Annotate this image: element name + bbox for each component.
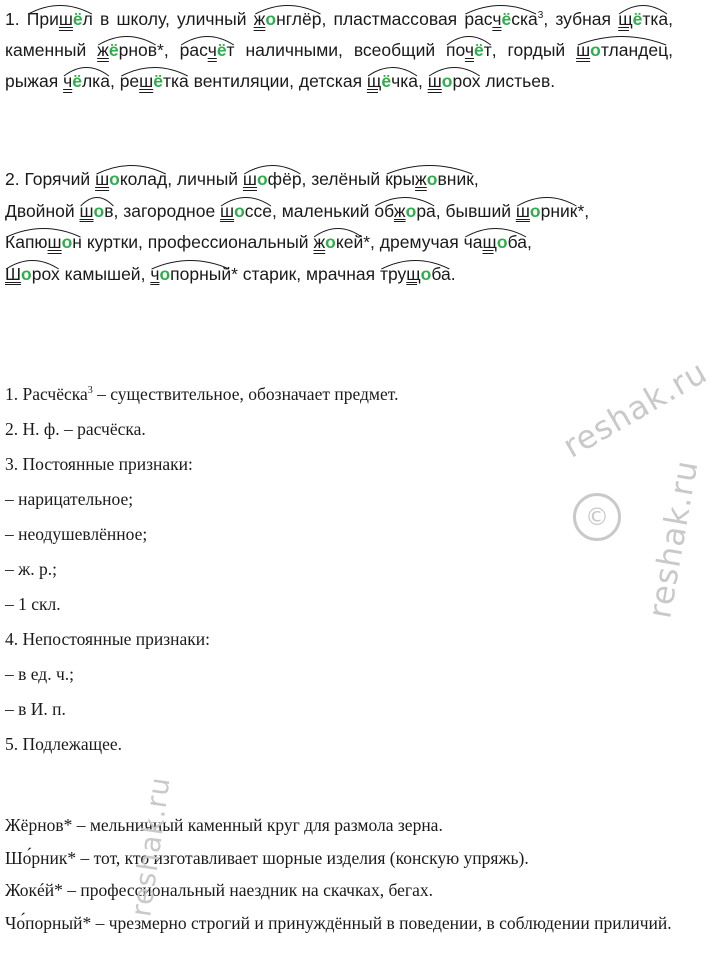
letter: а	[474, 9, 484, 29]
item-number: 2.	[5, 169, 20, 189]
note-zhyornov: Жёрнов* – мельничный каменный круг для размола зерна.	[5, 815, 443, 835]
word-shorokh-2	[5, 259, 60, 291]
letter: р	[189, 263, 200, 284]
underlined-consonant: ш	[576, 40, 591, 60]
letter: а	[100, 71, 110, 91]
analysis-line-7: – 1 скл.	[5, 594, 61, 614]
letter: о	[455, 40, 465, 60]
letter: а	[426, 200, 436, 221]
word-shchyochka	[367, 66, 418, 97]
watermark-text: reshak.ru	[556, 352, 714, 466]
word-shov	[80, 196, 114, 228]
underlined-consonant: ж	[313, 232, 326, 252]
letter: х	[51, 263, 60, 284]
letter: ё	[301, 9, 312, 29]
highlighted-vowel: о	[93, 200, 105, 221]
letter: р	[452, 71, 463, 91]
exercise-line-2-3	[5, 227, 673, 259]
letter: а	[408, 71, 418, 91]
letter: с	[511, 9, 520, 29]
letter: р	[118, 40, 129, 60]
word-shosse	[220, 196, 272, 228]
text-fragment: куртки, профессиональный	[81, 232, 314, 252]
text-fragment: , личный	[167, 169, 243, 189]
letter: и	[456, 169, 467, 189]
glossary-notes	[5, 809, 675, 939]
highlighted-vowel: о	[325, 232, 336, 252]
text-fragment: ,	[526, 232, 532, 252]
letter: о	[138, 40, 148, 60]
highlighted-vowel: о	[496, 232, 508, 252]
letter: л	[81, 71, 93, 91]
underlined-consonant: ш	[220, 200, 235, 221]
word-chashchoba	[464, 227, 527, 259]
letter: о	[127, 169, 138, 189]
letter: к	[335, 232, 344, 252]
letter: у	[397, 263, 407, 284]
underlined-consonant: ж	[97, 40, 109, 60]
letter: т	[226, 40, 235, 60]
letter: е	[262, 200, 273, 221]
letter: л	[137, 169, 148, 189]
underlined-consonant: ш	[515, 200, 530, 221]
letter: а	[441, 263, 451, 284]
letter: г	[285, 9, 292, 29]
text-fragment: наличными, всеобщий	[234, 40, 447, 60]
highlighted-vowel: ё	[216, 40, 227, 60]
letter: к	[650, 9, 659, 29]
word-kapyushon	[5, 227, 82, 259]
underlined-consonant: ш	[58, 9, 73, 29]
watermark-text-bottom: reshak.ru	[124, 774, 177, 919]
letter: т	[379, 263, 388, 284]
highlighted-vowel: ё	[381, 71, 392, 91]
letter: П	[26, 9, 40, 29]
letter: р	[39, 9, 50, 29]
underlined-consonant: ш	[95, 169, 110, 189]
word-shotlandets	[576, 35, 668, 66]
letter: ц	[658, 40, 669, 60]
letter: о	[41, 263, 52, 284]
underlined-consonant: ш	[427, 71, 442, 91]
word-shorokh	[428, 66, 481, 97]
text-fragment: , маленький	[272, 200, 375, 221]
note-zhokey: Жокéй* – профессиональный наездник на скачках, бегах.	[5, 880, 433, 900]
highlighted-vowel: о	[265, 9, 277, 29]
letter: ю	[34, 232, 48, 252]
underlined-consonant: ш	[79, 200, 94, 221]
underlined-consonant: щ	[618, 9, 633, 29]
word-chyolka	[63, 66, 110, 97]
letter: п	[24, 232, 35, 252]
highlighted-vowel: ё	[72, 71, 82, 91]
text-fragment: вентиляции, детская	[188, 71, 367, 91]
word-shofyor	[243, 164, 302, 196]
word-choporny	[150, 259, 231, 291]
word-zhyornov	[97, 35, 157, 66]
exercise-line-2-1	[5, 164, 673, 196]
letter: р	[119, 71, 130, 91]
highlighted-vowel: о	[159, 263, 171, 284]
letter: р	[31, 263, 42, 284]
word-pochyot	[446, 35, 492, 66]
letter: й	[221, 263, 232, 284]
underlined-consonant: ш	[139, 71, 154, 91]
letter: п	[170, 263, 180, 284]
letter: о	[179, 263, 190, 284]
letter: а	[179, 71, 189, 91]
letter: ч	[391, 71, 401, 91]
text-fragment: , гордый	[491, 40, 577, 60]
analysis-line-8: 4. Непостоянные признаки:	[5, 629, 210, 649]
letter: р	[392, 169, 403, 189]
analysis-line-9: – в ед. ч.;	[5, 664, 74, 684]
letter: в	[437, 169, 447, 189]
letter: л	[608, 40, 619, 60]
letter: а	[618, 40, 629, 60]
analysis-text: – существительное, обозначает предмет.	[92, 384, 399, 404]
letter: к	[400, 71, 409, 91]
exercise-line-2-4	[5, 259, 673, 291]
text-fragment: , загородное	[113, 200, 221, 221]
letter: ы	[402, 169, 416, 189]
letter: р	[416, 200, 427, 221]
text-fragment: ,	[109, 71, 120, 91]
letter: ы	[208, 263, 222, 284]
letter: й	[353, 232, 364, 252]
letter: а	[517, 232, 527, 252]
letter: д	[638, 40, 649, 60]
analysis-text: 1. Расчёска	[5, 384, 88, 404]
highlighted-vowel: о	[441, 71, 453, 91]
text-fragment: .	[450, 263, 456, 284]
word-raschyot	[180, 35, 235, 66]
letter: ф	[267, 169, 283, 189]
letter: е	[343, 232, 354, 252]
letter: ч	[463, 232, 473, 252]
text-fragment: , зубная	[543, 9, 619, 29]
letter: н	[128, 40, 139, 60]
underlined-consonant: щ	[366, 71, 382, 91]
word-prishel	[27, 4, 93, 35]
letter: к	[170, 71, 179, 91]
text-fragment: , рыжая	[5, 40, 673, 91]
text-fragment: , пластмассовая	[321, 9, 465, 29]
letter: н	[276, 9, 286, 29]
letter: ё	[282, 169, 292, 189]
word-raschyoska	[464, 4, 537, 35]
highlighted-vowel: о	[109, 169, 120, 189]
letter: д	[156, 169, 168, 189]
word-shchyotka	[618, 4, 668, 35]
analysis-line-11: 5. Подлежащее.	[5, 734, 123, 754]
text-fragment: ,	[417, 71, 428, 91]
underlined-consonant: щ	[482, 232, 497, 252]
letter: р	[179, 40, 190, 60]
highlighted-vowel: о	[21, 263, 32, 284]
letter: н	[199, 263, 209, 284]
text-fragment: Двойной	[5, 200, 80, 221]
highlighted-vowel: о	[61, 232, 73, 252]
letter: К	[5, 232, 16, 252]
letter: н	[550, 200, 561, 221]
underlined-consonant: щ	[406, 263, 421, 284]
letter: к	[385, 169, 393, 189]
letter: а	[658, 9, 669, 29]
text-fragment: , каменный	[5, 9, 673, 60]
copyright-icon: ©	[573, 493, 621, 541]
letter: б	[384, 200, 394, 221]
letter: а	[528, 9, 538, 29]
letter: р	[464, 9, 475, 29]
text-fragment: *,	[157, 40, 180, 60]
word-shornik	[516, 196, 578, 228]
letter: б	[431, 263, 441, 284]
underlined-consonant: ш	[242, 169, 257, 189]
text-fragment: Горячий	[19, 169, 96, 189]
letter: т	[162, 71, 171, 91]
letter: о	[374, 200, 385, 221]
underlined-consonant: ч	[150, 263, 160, 284]
morphological-analysis	[5, 377, 673, 762]
letter: б	[507, 232, 518, 252]
analysis-line-4: – нарицательное;	[5, 489, 134, 509]
analysis-line-1	[5, 377, 673, 412]
text-fragment: *,	[577, 200, 590, 221]
underlined-consonant: ч	[464, 40, 475, 60]
superscript: 3	[87, 385, 93, 397]
word-kryzhovnik	[385, 164, 474, 196]
highlighted-vowel: о	[234, 200, 245, 221]
underlined-consonant: ж	[253, 9, 266, 29]
highlighted-vowel: ё	[632, 9, 643, 29]
highlighted-vowel: о	[420, 263, 432, 284]
text-fragment: в школу, уличный	[92, 9, 254, 29]
word-shokolad	[95, 164, 167, 196]
text-fragment: листьев.	[480, 71, 556, 91]
exercise-section-1	[5, 4, 673, 97]
letter: с	[253, 200, 263, 221]
text-fragment: камышей,	[59, 263, 151, 284]
letter: в	[104, 200, 114, 221]
exercise-section-2	[5, 164, 673, 290]
underlined-consonant: ж	[393, 200, 406, 221]
highlighted-vowel: ё	[72, 9, 83, 29]
letter: с	[199, 40, 208, 60]
analysis-line-10: – в И. п.	[5, 699, 66, 719]
letter: а	[147, 169, 157, 189]
note-choporny: Чо́порный* – чрезмерно строгий и принуждённый в поведении, в соблюдении приличий.	[5, 912, 672, 933]
letter: р	[291, 169, 302, 189]
exercise-paragraph-1	[5, 4, 673, 97]
letter: а	[15, 232, 25, 252]
letter: к	[119, 169, 128, 189]
text-fragment: ,	[473, 169, 479, 189]
exercise-line-2-2	[5, 196, 673, 228]
letter: а	[189, 40, 200, 60]
letter: к	[519, 9, 529, 29]
analysis-line-6: – ж. р.;	[5, 559, 57, 579]
letter: р	[387, 263, 398, 284]
highlighted-vowel: о	[529, 200, 541, 221]
highlighted-vowel: о	[256, 169, 268, 189]
letter: а	[472, 232, 483, 252]
underlined-consonant: ш	[47, 232, 62, 252]
analysis-line-5: – неодушевлённое;	[5, 524, 148, 544]
letter: н	[628, 40, 639, 60]
highlighted-vowel: о	[590, 40, 601, 60]
letter: и	[49, 9, 59, 29]
item-number: 1.	[5, 9, 20, 29]
text-fragment: *, дремучая	[363, 232, 464, 252]
highlighted-vowel: ё	[501, 9, 512, 29]
highlighted-vowel: ё	[474, 40, 484, 60]
letter: к	[569, 200, 578, 221]
text-fragment: , зелёный	[301, 169, 386, 189]
letter: в	[147, 40, 158, 60]
watermark-text-vertical: reshak.ru	[640, 456, 706, 622]
highlighted-vowel: ё	[153, 71, 163, 91]
letter: л	[291, 9, 302, 29]
superscript: 3	[537, 10, 544, 22]
letter: п	[446, 40, 456, 60]
underlined-consonant: ч	[492, 9, 502, 29]
letter: е	[648, 40, 659, 60]
text-fragment: * старик, мрачная	[231, 263, 380, 284]
letter: х	[471, 71, 481, 91]
word-zhongler	[254, 4, 322, 35]
letter: т	[483, 40, 492, 60]
letter: к	[466, 169, 474, 189]
letter: с	[244, 200, 254, 221]
letter: н	[446, 169, 457, 189]
letter: о	[462, 71, 472, 91]
letter: е	[129, 71, 140, 91]
letter: с	[483, 9, 493, 29]
underlined-consonant: ч	[63, 71, 73, 91]
analysis-line-3: 3. Постоянные признаки:	[5, 454, 193, 474]
analysis-line-2: 2. Н. ф. – расчёска.	[5, 419, 146, 439]
letter: и	[560, 200, 570, 221]
word-obzhora	[374, 196, 435, 228]
note-shornik: Шо́рник* – тот, кто изготавливает шорные изделия (конскую упряжь).	[5, 847, 529, 868]
underlined-consonant: Ш	[5, 263, 22, 284]
letter: т	[600, 40, 609, 60]
text-fragment: , бывший	[435, 200, 516, 221]
letter: р	[311, 9, 322, 29]
word-reshyotka	[120, 66, 189, 97]
letter: т	[642, 9, 651, 29]
underlined-consonant: ж	[415, 169, 427, 189]
letter: р	[540, 200, 551, 221]
underlined-consonant: ч	[207, 40, 217, 60]
letter: л	[82, 9, 93, 29]
word-zhokey	[313, 227, 363, 259]
highlighted-vowel: о	[426, 169, 438, 189]
highlighted-vowel: ё	[108, 40, 119, 60]
word-trushchoba	[380, 259, 451, 291]
letter: н	[72, 232, 82, 252]
letter: к	[92, 71, 101, 91]
highlighted-vowel: о	[405, 200, 417, 221]
